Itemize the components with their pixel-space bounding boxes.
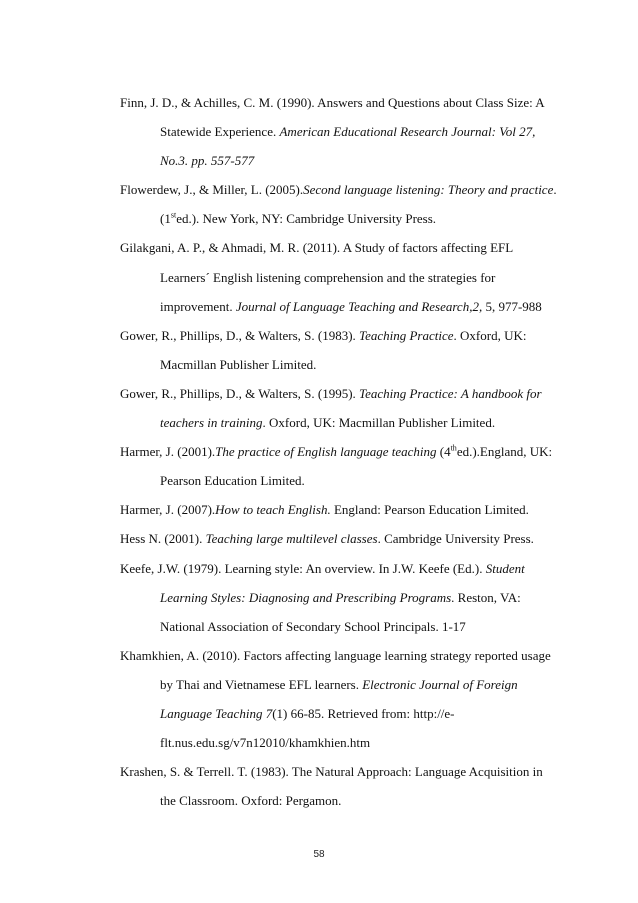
text-run: Macmillan Publisher Limited. [160,356,317,372]
italic-text: Teaching Practice: A handbook for [359,385,542,401]
text-run: Gower, R., Phillips, D., & Walters, S. (1995). [120,385,360,401]
italic-text: Language Teaching 7 [160,705,273,721]
italic-text: teachers in training [160,415,263,431]
reference-line [120,204,560,233]
text-run: Keefe, J.W. (1979). Learning style: An overview. In J.W. Keefe (Ed.). [120,560,486,576]
text-run: Finn, J. D., & Achilles, C. M. (1990). Answers and Questions about Class Size: A [120,95,545,110]
reference-line [120,379,560,408]
text-run: Gower, R., Phillips, D., & Walters, S. (1983). [120,327,360,343]
reference-entry [120,524,560,553]
reference-line [120,408,560,437]
text-run: Learners´ English listening comprehension and the strategies for [160,269,496,285]
reference-line [120,88,560,117]
page-number: 58 [313,849,325,860]
text-run: 5, 977-988 [482,298,542,314]
reference-entry [120,88,560,175]
reference-line [120,641,560,670]
text-run: the Classroom. Oxford: Pergamon. [160,793,342,809]
italic-text: Teaching large multilevel classes [205,531,378,547]
text-run: Harmer, J. (2001). [120,444,216,460]
reference-line [120,699,560,728]
text-run: (4 [436,444,451,460]
italic-text: Electronic Journal of Foreign [362,676,518,692]
reference-entry [120,757,560,815]
italic-text: American Educational Research Journal: Vol 27, [279,124,536,140]
text-run: Hess N. (2001). [120,531,206,547]
text-run: Harmer, J. (2007). [120,502,216,518]
text-run: (1 [160,211,171,227]
reference-entry [120,437,560,495]
text-run: Flowerdew, J., & Miller, L. (2005). [120,182,304,198]
reference-line [120,437,560,466]
text-run: Pearson Education Limited. [160,473,305,489]
text-run: improvement. [160,298,236,314]
reference-entry [120,554,560,641]
text-run: Statewide Experience. [160,124,280,140]
reference-line [120,263,560,292]
reference-entry [120,379,560,437]
reference-line [120,146,560,175]
italic-text: Student [485,560,525,576]
reference-line [120,175,560,204]
italic-text: Second language listening: Theory and practice [303,182,554,198]
text-run: . [553,182,557,198]
reference-entry [120,641,560,757]
text-run: by Thai and Vietnamese EFL learners. [160,676,363,692]
reference-entry [120,233,560,320]
text-run: England: Pearson Education Limited. [330,502,529,518]
reference-line [120,292,560,321]
reference-entry [120,175,560,233]
reference-entry [120,321,560,379]
reference-line [120,612,560,641]
text-run: Krashen, S. & Terrell. T. (1983). The Natural Approach: Language Acquisition in [120,764,543,780]
text-run: Khamkhien, A. (2010). Factors affecting language learning strategy reported usage [120,647,551,663]
text-run: . Reston, VA: [451,589,521,605]
reference-line [120,554,560,583]
italic-text: Journal of Language Teaching and Research,2, [235,298,483,314]
reference-line [120,350,560,379]
italic-text: How to teach English. [215,502,331,518]
text-run: (1) 66-85. Retrieved from: http://e- [272,705,455,721]
reference-entry [120,495,560,524]
text-run: flt.nus.edu.sg/v7n12010/khamkhien.htm [160,735,371,751]
reference-line [120,466,560,495]
text-run: . Cambridge University Press. [377,531,534,547]
reference-list [120,88,560,815]
reference-line [120,117,560,146]
text-run: National Association of Secondary School Principals. 1-17 [160,618,466,634]
reference-line [120,495,560,524]
text-run: ed.). New York, NY: Cambridge University Press. [176,211,437,227]
italic-text: No.3. pp. 557-577 [160,153,255,169]
reference-line [120,757,560,786]
reference-line [120,786,560,815]
italic-text: Learning Styles: Diagnosing and Prescribing Programs [160,589,452,605]
reference-line [120,728,560,757]
text-run: ed.).England, UK: [456,444,553,460]
text-run: . Oxford, UK: Macmillan Publisher Limited. [262,415,496,431]
reference-line [120,233,560,262]
italic-text: Teaching Practice [359,327,454,343]
reference-line [120,583,560,612]
text-run: . Oxford, UK: [453,327,527,343]
reference-line [120,670,560,699]
italic-text: The practice of English language teaching [215,444,437,460]
superscript-text: th [450,443,457,453]
reference-line [120,321,560,350]
text-run: Gilakgani, A. P., & Ahmadi, M. R. (2011). A Study of factors affecting EFL [120,240,514,256]
reference-line [120,524,560,553]
superscript-text: st [170,211,177,221]
